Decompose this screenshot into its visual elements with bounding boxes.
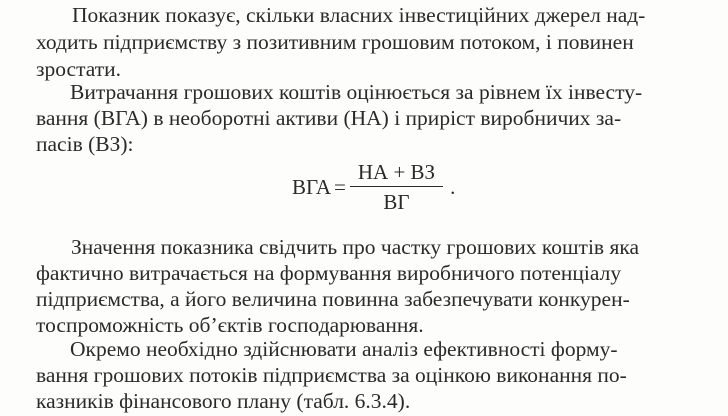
formula-lhs: ВГА — [292, 174, 332, 199]
paragraph-3-line-3: підприємства, а його величина повинна забезпечувати конкурен- — [36, 287, 630, 311]
formula-vga — [292, 160, 455, 214]
paragraph-4-line-1: Окремо необхідно здійснювати аналіз ефективності форму- — [70, 337, 618, 361]
paragraph-2-line-2: вання (ВГА) в необоротні активи (НА) і приріст виробничих за- — [36, 106, 622, 130]
formula-denominator: ВГ — [383, 190, 410, 214]
paragraph-4-line-2: вання грошових потоків підприємства за оцінкою виконання по- — [36, 363, 627, 387]
paragraph-1-line-2: ходить підприємству з позитивним грошовим потоком, і повинен — [36, 30, 634, 54]
formula-equals: = — [334, 174, 346, 199]
paragraph-4-line-3: казників фінансового плану (табл. 6.3.4). — [36, 389, 411, 413]
formula-numerator: НА + ВЗ — [350, 160, 443, 187]
formula-fraction — [350, 160, 443, 214]
paragraph-2-line-1: Витрачання грошових коштів оцінюється за рівнем їх інвесту- — [70, 80, 643, 104]
paragraph-3-line-1: Значення показника свідчить про частку грошових коштів яка — [71, 235, 640, 259]
paragraph-2-line-3: пасів (ВЗ): — [36, 132, 134, 156]
paragraph-3-line-4: тоспроможність об’єктів господарювання. — [36, 313, 424, 337]
paragraph-1-line-1: Показник показує, скільки власних інвестиційних джерел над- — [72, 3, 646, 27]
paragraph-1-line-3: зростати. — [36, 57, 121, 81]
paragraph-3-line-2: фактично витрачається на формування виробничого потенціалу — [36, 261, 622, 285]
formula-terminator: . — [450, 174, 456, 199]
